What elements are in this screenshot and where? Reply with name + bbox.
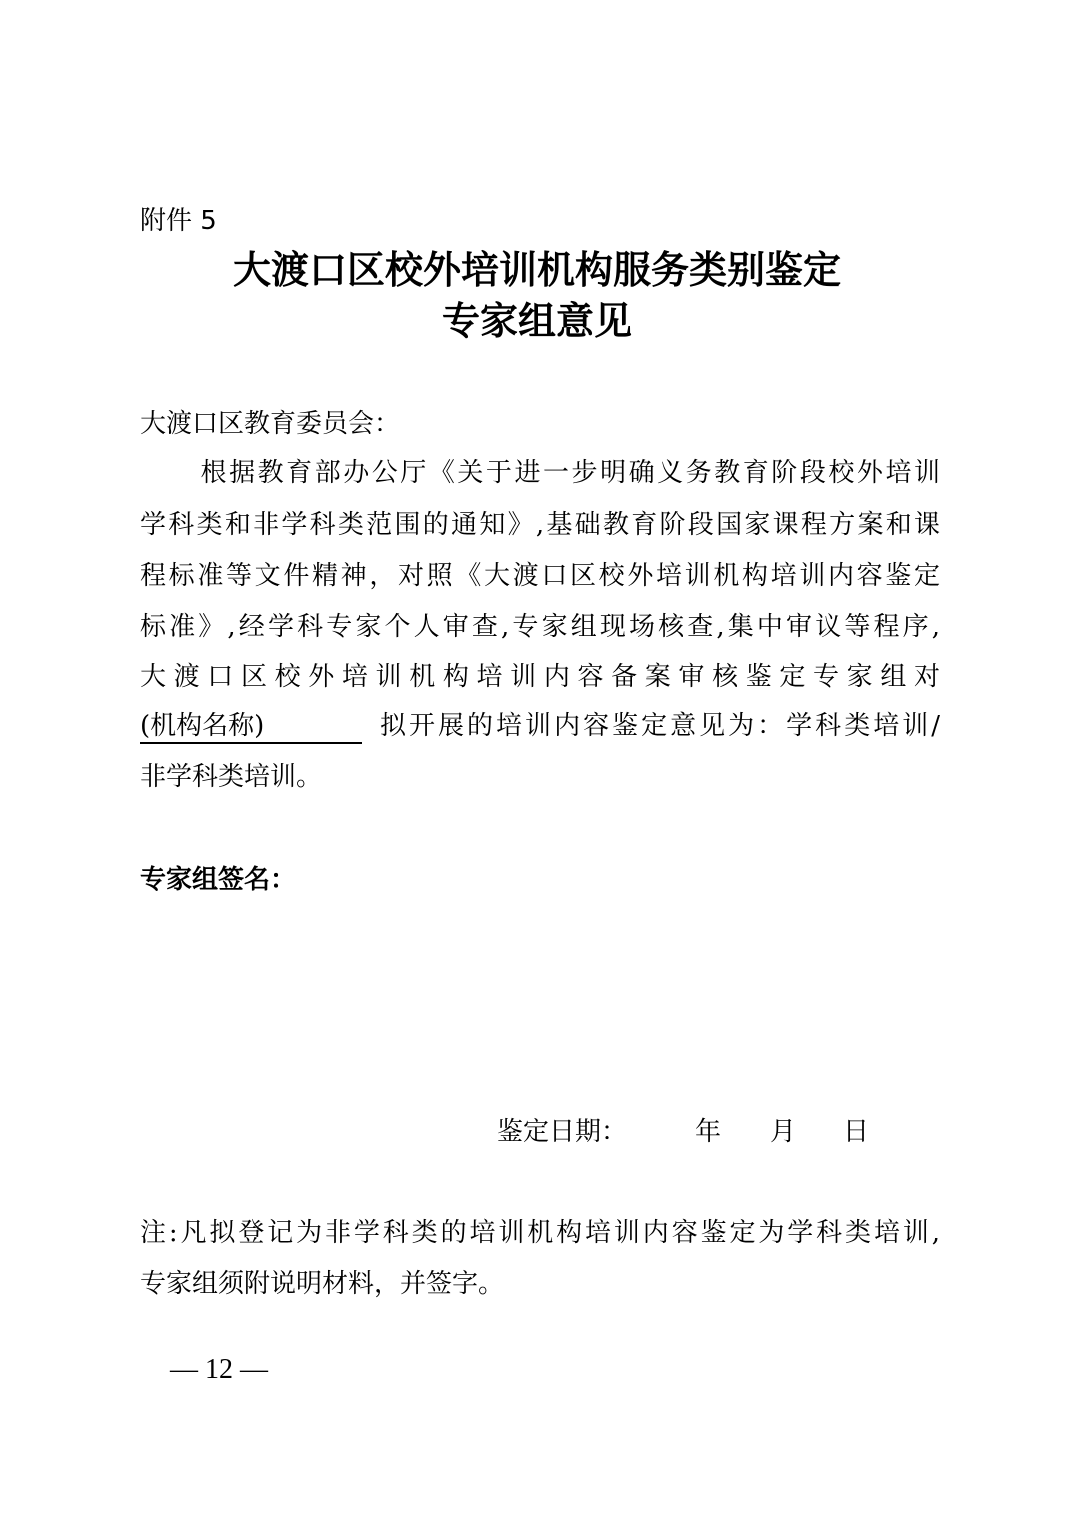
date-month: 月 <box>770 1117 797 1147</box>
note-line-1: 注:凡拟登记为非学科类的培训机构培训内容鉴定为学科类培训, <box>140 1218 940 1248</box>
body-line-1-text: 根据教育部办公厅《关于进一步明确义务教育阶段校外培训 <box>198 458 940 488</box>
body-line-5: 大渡口区校外培训机构培训内容备案审核鉴定专家组对 <box>140 662 940 692</box>
body-line-3: 程标准等文件精神，对照《大渡口区校外培训机构培训内容鉴定 <box>140 561 940 591</box>
body-line-1 <box>140 455 940 491</box>
date-label: 鉴定日期： <box>497 1117 628 1147</box>
body-line-7: 非学科类培训。 <box>140 762 323 792</box>
note-line-2: 专家组须附说明材料，并签字。 <box>140 1269 505 1299</box>
body-line-6 <box>140 708 940 744</box>
signature-label: 专家组签名： <box>140 865 297 895</box>
document-title-line1: 大渡口区校外培训机构服务类别鉴定 <box>232 247 841 292</box>
salutation: 大渡口区教育委员会： <box>140 409 401 439</box>
opinion-text: 拟开展的培训内容鉴定意见为：学科类培训/ <box>380 711 940 741</box>
date-year: 年 <box>695 1117 722 1147</box>
body-line-4: 标准》,经学科专家个人审查,专家组现场核查,集中审议等程序, <box>140 612 940 642</box>
body-line-2: 学科类和非学科类范围的通知》,基础教育阶段国家课程方案和课 <box>140 510 940 540</box>
org-name-field[interactable]: (机构名称) <box>140 708 362 744</box>
date-day: 日 <box>843 1117 870 1147</box>
attachment-label: 附件 5 <box>140 206 217 236</box>
document-title-line2: 专家组意见 <box>441 298 632 343</box>
page-number: — 12 — <box>170 1354 268 1385</box>
